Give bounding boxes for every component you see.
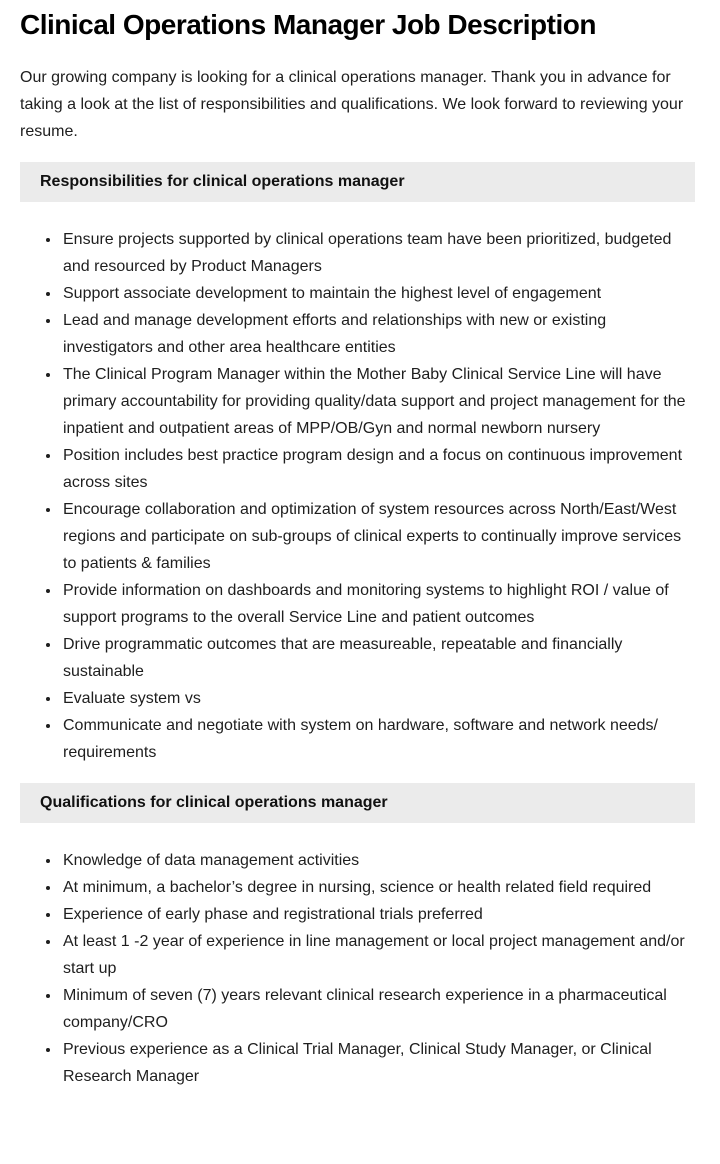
list-item: • Knowledge of data management activities (61, 847, 695, 874)
list-item: • Ensure projects supported by clinical operations team have been prioritized, budgeted and resourced by Product Managers (61, 226, 695, 280)
list-item: • At minimum, a bachelor’s degree in nursing, science or health related field required (61, 874, 695, 901)
responsibilities-heading: Responsibilities for clinical operations manager (20, 162, 695, 202)
list-item: • At least 1 -2 year of experience in line management or local project management and/or start up (61, 928, 695, 982)
list-item: • Drive programmatic outcomes that are measureable, repeatable and financially sustainable (61, 631, 695, 685)
page-title: Clinical Operations Manager Job Description (20, 9, 596, 40)
list-item: • Minimum of seven (7) years relevant clinical research experience in a pharmaceutical company/CRO (61, 982, 695, 1036)
list-item: • Provide information on dashboards and monitoring systems to highlight ROI / value of support programs to the overall Service Line and patient outcomes (61, 577, 695, 631)
qualifications-list (20, 847, 695, 1090)
list-item: • Communicate and negotiate with system on hardware, software and network needs/ requirements (61, 712, 695, 766)
list-item: • Lead and manage development efforts and relationships with new or existing investigators and other area healthcare entities (61, 307, 695, 361)
list-item: • Position includes best practice program design and a focus on continuous improvement across sites (61, 442, 695, 496)
list-item: • Encourage collaboration and optimization of system resources across North/East/West regions and participate on sub-groups of clinical experts to continually improve services to patients & families (61, 496, 695, 577)
qualifications-heading: Qualifications for clinical operations manager (20, 783, 695, 823)
responsibilities-section (20, 162, 695, 766)
list-item: • Evaluate system vs (61, 685, 695, 712)
list-item: • The Clinical Program Manager within the Mother Baby Clinical Service Line will have primary accountability for providing quality/data support and project management for the inpatient and outpatient areas of MPP/OB/Gyn and normal newborn nursery (61, 361, 695, 442)
intro-paragraph: Our growing company is looking for a clinical operations manager. Thank you in advance for taking a look at the list of responsibilities and qualifications. We look forward to reviewing your resume. (20, 68, 684, 140)
list-item: • Support associate development to maintain the highest level of engagement (61, 280, 695, 307)
list-item: • Experience of early phase and registrational trials preferred (61, 901, 695, 928)
responsibilities-list (20, 226, 695, 766)
qualifications-section (20, 783, 695, 1090)
list-item: • Previous experience as a Clinical Trial Manager, Clinical Study Manager, or Clinical Research Manager (61, 1036, 695, 1090)
